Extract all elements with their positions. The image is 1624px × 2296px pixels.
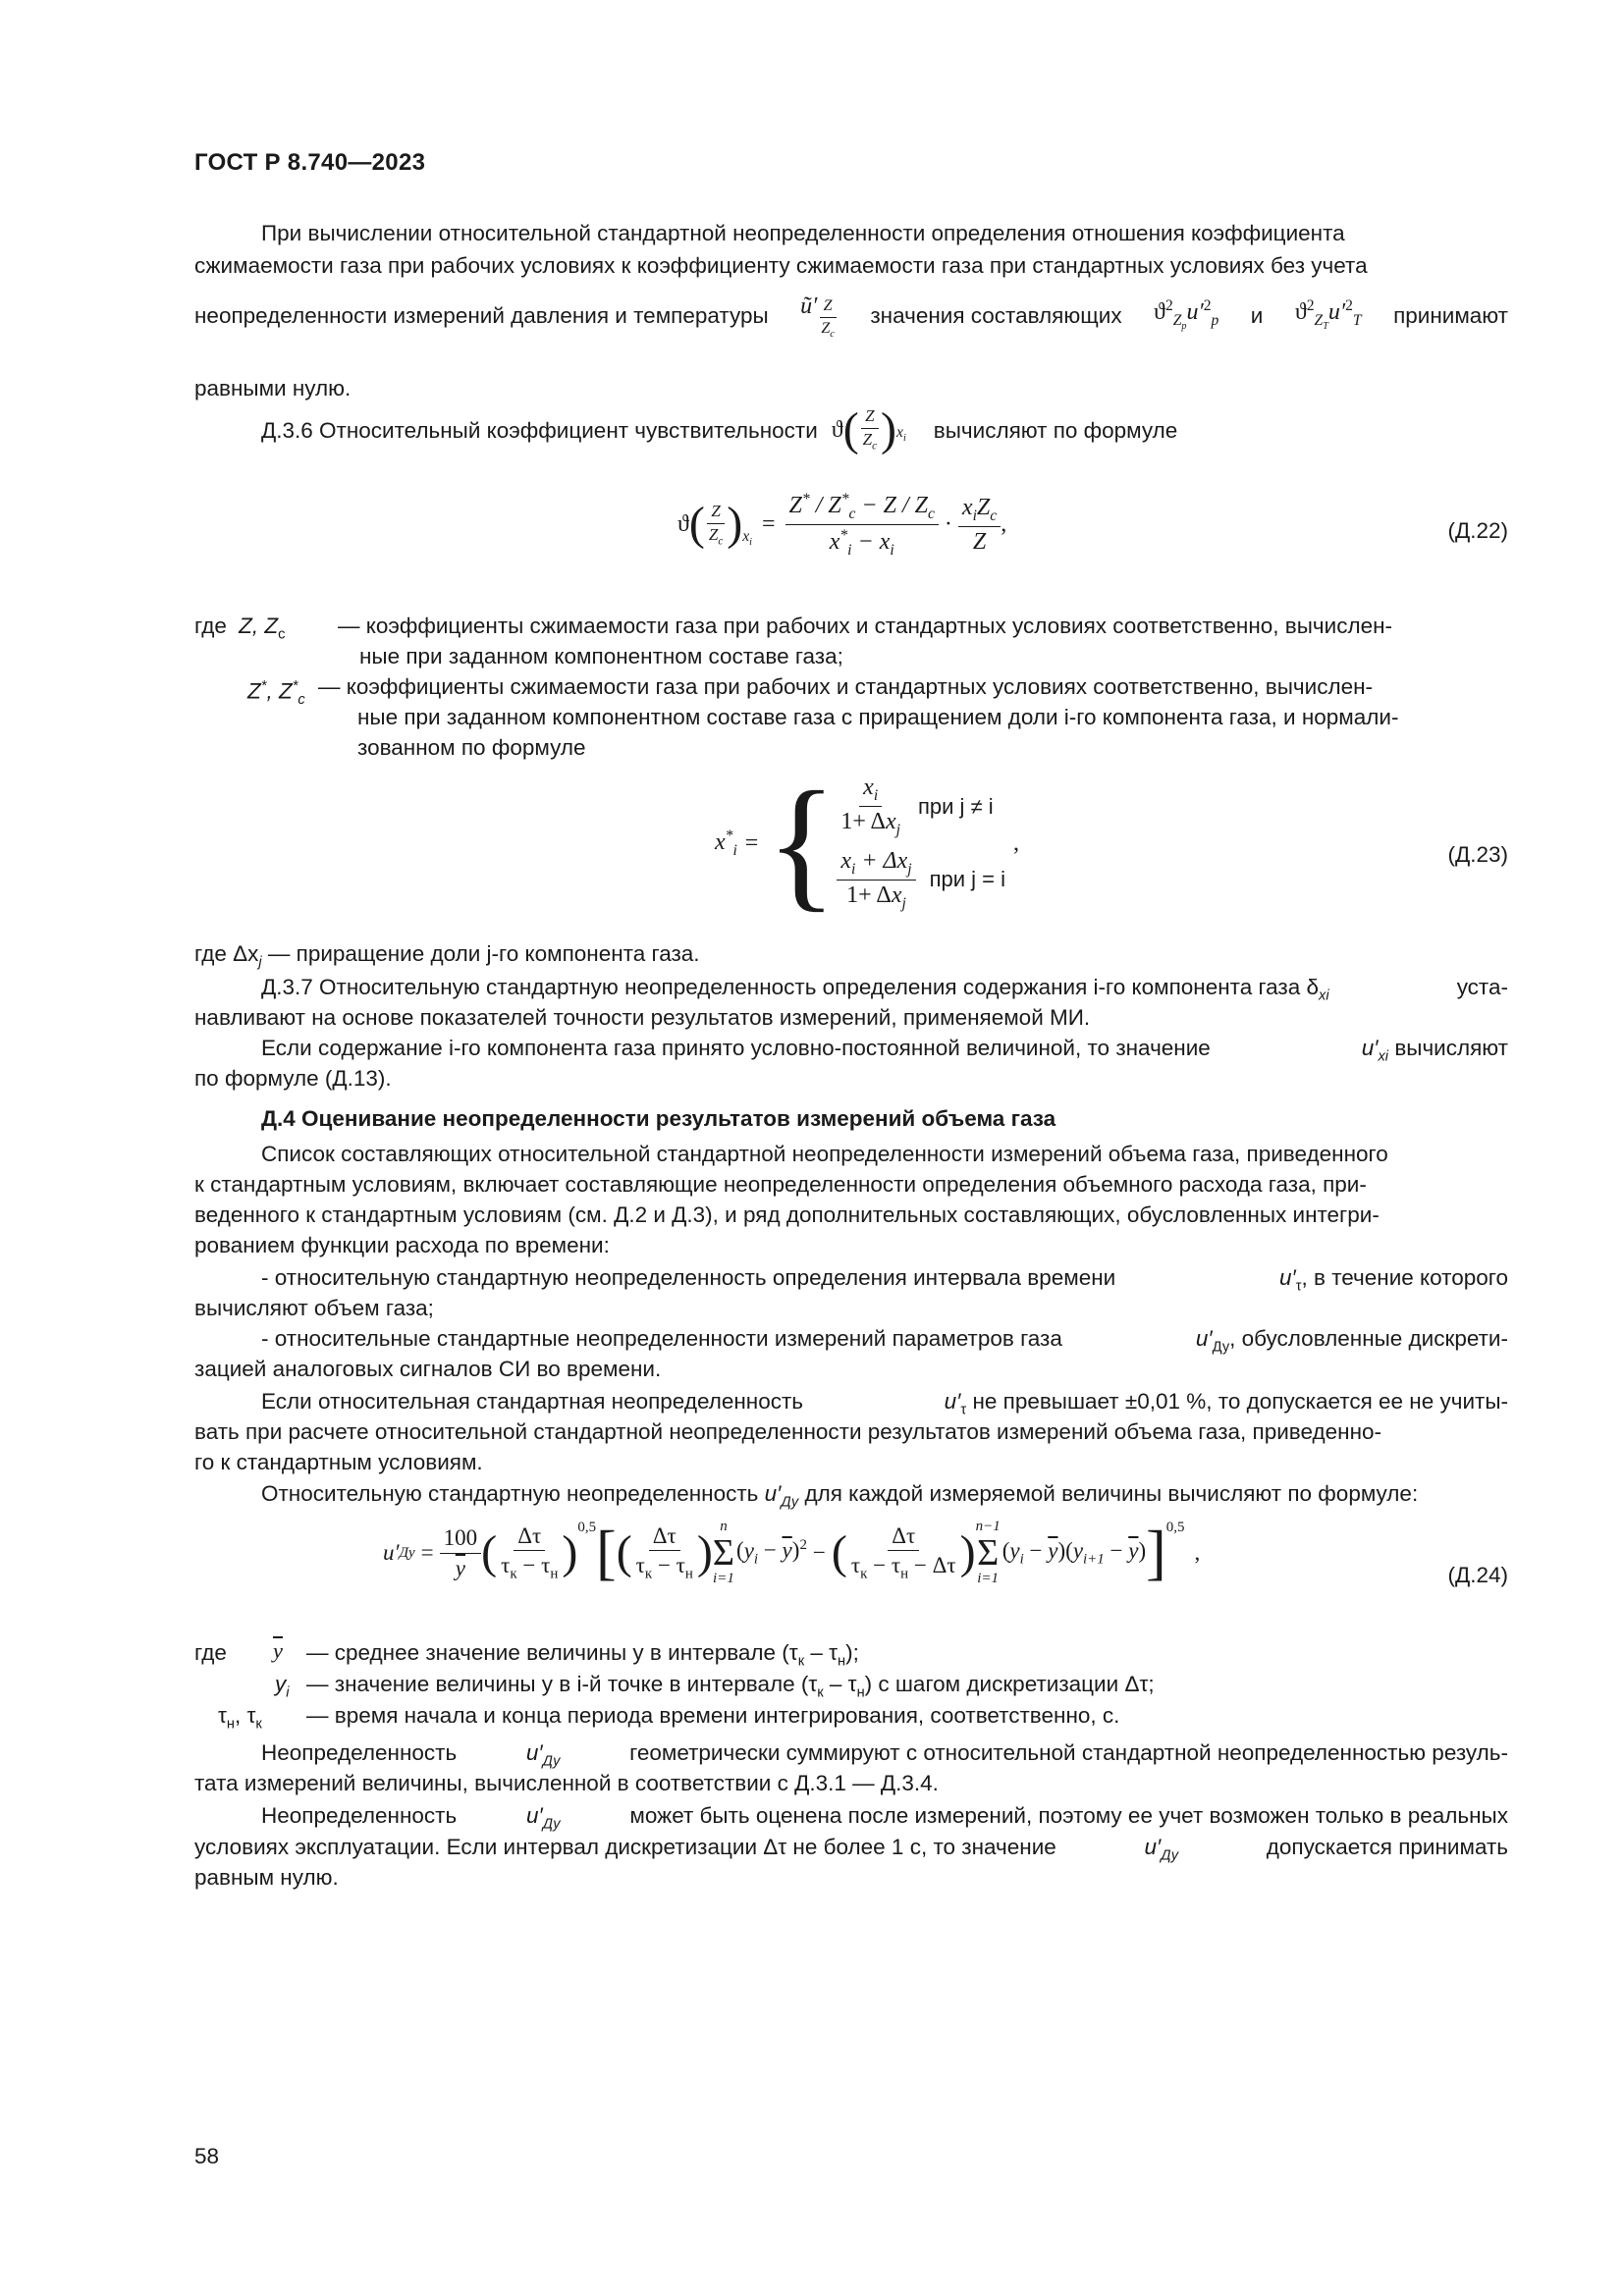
- y-bar-symbol: $\overline{y}$: [273, 1638, 283, 1663]
- page-number: 58: [194, 2144, 220, 2168]
- paragraph-line: по формуле (Д.13).: [194, 1066, 392, 1091]
- paragraph-line: рованием функции расхода по времени:: [194, 1233, 610, 1257]
- equation-d24: u′ Ду = $\frac{100}{y}$ ( $\frac{\Delta\tau}{\tau_к - \tau_н}$ ) $^{0,5}$ [ ( $\frac{\Delta\tau}{\tau_к - \tau_н}$ ) n Σ i=1 $(y_i - \overline{y})^2$ − ( $\frac{\Delta\tau}{\tau_к - \tau_н - \Delta\tau}$ ) n−1 Σ i=1 $(y_i - \overline{y})(y_{i+1} - \overline{y})$ ] $^{0,5}$ ,: [383, 1519, 1201, 1586]
- paragraph-line: к стандартным условиям, включает составляющие неопределенности определения объемного расхода газа, при-: [194, 1172, 1367, 1197]
- paragraph-line: зацией аналоговых сигналов СИ во времени.: [194, 1357, 662, 1381]
- equation-number-d24: (Д.24): [1447, 1563, 1508, 1587]
- paragraph-line: сжимаемости газа при рабочих условиях к коэффициенту сжимаемости газа при стандартных условиях без учета: [194, 253, 1368, 278]
- clause-d36: Д.3.6 Относительный коэффициент чувствительности ϑ ( $\frac{Z}{Z_с}$ ) $_{x_i}$ вычисляют по формуле: [261, 403, 1178, 455]
- u-z-zc-symbol: ũ′ $\frac{Z}{Z_с}$: [800, 294, 835, 341]
- theta-zt-ut-term: $ϑ^2_{Z_T}u'^2_T$: [1294, 297, 1362, 332]
- paragraph-line-with-math: условиях эксплуатации. Если интервал дискретизации Δτ не более 1 с, то значение $u'_{Ду}$ допускается принимать: [194, 1835, 1508, 1864]
- definition-y-i: — значение величины y в i-й точке в интервале $(\tau_к - \tau_н)$ с шагом дискретизации Δτ;: [306, 1672, 1155, 1701]
- bullet-discretization: - относительные стандартные неопределенности измерений параметров газа $u'_{Ду}$, обусловленные дискрети-: [261, 1326, 1508, 1356]
- tau-symbols: $\tau_н$, $\tau_к$: [218, 1703, 262, 1733]
- delta-x-definition: где $\Delta x_j$ — приращение доли j-го компонента газа.: [194, 941, 700, 971]
- definition-z: — коэффициенты сжимаемости газа при рабочих и стандартных условиях соответственно, вычислен- ные при заданном компонентном составе газа;: [338, 614, 1393, 668]
- paragraph-line: равным нулю.: [194, 1865, 339, 1890]
- paragraph-formula-intro: Относительную стандартную неопределенность $u'_{Ду}$ для каждой измеряемой величины вычисляют по формуле:: [261, 1481, 1419, 1511]
- definition-y-bar: — среднее значение величины y в интервале $(\tau_к - \tau_н)$;: [306, 1640, 859, 1670]
- definition-z-star: — коэффициенты сжимаемости газа при рабочих и стандартных условиях соответственно, вычислен- ные при заданном компонентном составе газа с приращением доли i-го компонента газа, и нормали- зованном по формуле: [318, 674, 1399, 760]
- definition-tau: — время начала и конца периода времени интегрирования, соответственно, с.: [306, 1703, 1120, 1728]
- bullet-time-interval: - относительную стандартную неопределенность определения интервала времени $u'_\tau$, в течение которого: [261, 1265, 1508, 1295]
- standard-code-header: ГОСТ Р 8.740—2023: [194, 149, 426, 176]
- paragraph-line: вать при расчете относительной стандартной неопределенности результатов измерений объема газа, приведенно-: [194, 1419, 1382, 1444]
- where-label: где: [194, 1640, 227, 1665]
- z-star-symbol: Z*, $Z^*_с$: [247, 678, 305, 708]
- equation-d22: ϑ ( $\frac{Z}{Z_с}$ ) $_{x_i}$ = $\frac{Z^* / Z^*_с - Z / Z_с}{x^*_i - x_i}$ · $\frac{x_iZ_с}{Z}$ ,: [677, 491, 1007, 559]
- paragraph-line: го к стандартным условиям.: [194, 1450, 483, 1474]
- paragraph-line: Список составляющих относительной стандартной неопределенности измерений объема газа, приведенного: [261, 1142, 1388, 1166]
- equation-number-d22: (Д.22): [1447, 518, 1508, 543]
- paragraph-threshold: Если относительная стандартная неопределенность $u'_\tau$ не превышает ±0,01 %, то допускается ее не учиты-: [261, 1389, 1508, 1418]
- sensitivity-coefficient-symbol: ϑ ( $\frac{Z}{Z_с}$ ) $_{x_i}$: [831, 403, 906, 455]
- paragraph-line: навливают на основе показателей точности результатов измерений, применяемой МИ.: [194, 1005, 1091, 1030]
- paragraph-line-with-math: неопределенности измерений давления и температуры ũ′ $\frac{Z}{Z_с}$ значения составляющих $ϑ^2_{Z_p}u'^2_p$ и $ϑ^2_{Z_T}u'^2_T$ принимают: [194, 291, 1508, 342]
- section-title-d4: Д.4 Оценивание неопределенности результатов измерений объема газа: [261, 1106, 1056, 1131]
- paragraph-geometric-sum: Неопределенность $u'_{Ду}$ геометрически суммируют с относительной стандартной неопределенностью резуль-: [261, 1740, 1508, 1770]
- where-label: где Z, $Z_с$: [194, 614, 286, 643]
- theta-zp-up-term: $ϑ^2_{Z_p}u'^2_p$: [1154, 297, 1219, 332]
- clause-d37: Д.3.7 Относительную стандартную неопределенность определения содержания i-го компонента газа $\delta_{xi}$ уста-: [261, 975, 1508, 1004]
- paragraph-line-with-math: Если содержание i-го компонента газа принято условно-постоянной величиной, то значение $u'_{xi}$ вычисляют: [261, 1036, 1508, 1065]
- equation-d23: $x^*_i$ = { $\frac{x_i}{1+ \Delta x_j}$ при j ≠ i $\frac{x_i + \Delta x_j}{1+ \Delta x_j}$ при j = i ,: [715, 762, 1020, 925]
- equation-number-d23: (Д.23): [1447, 842, 1508, 867]
- paragraph-line: вычисляют объем газа;: [194, 1296, 434, 1320]
- paragraph-uncertainty-intro: При вычислении относительной стандартной неопределенности определения отношения коэффициента: [261, 221, 1345, 245]
- paragraph-after-measurements: Неопределенность $u'_{Ду}$ может быть оценена после измерений, поэтому ее учет возможен только в реальных: [261, 1803, 1508, 1833]
- paragraph-line: тата измерений величины, вычисленной в соответствии с Д.3.1 — Д.3.4.: [194, 1771, 939, 1795]
- paragraph-line: веденного к стандартным условиям (см. Д.2 и Д.3), и ряд дополнительных составляющих, обусловленных интегри-: [194, 1202, 1380, 1227]
- y-i-symbol: $y_i$: [275, 1672, 290, 1701]
- paragraph-line: равными нулю.: [194, 376, 352, 400]
